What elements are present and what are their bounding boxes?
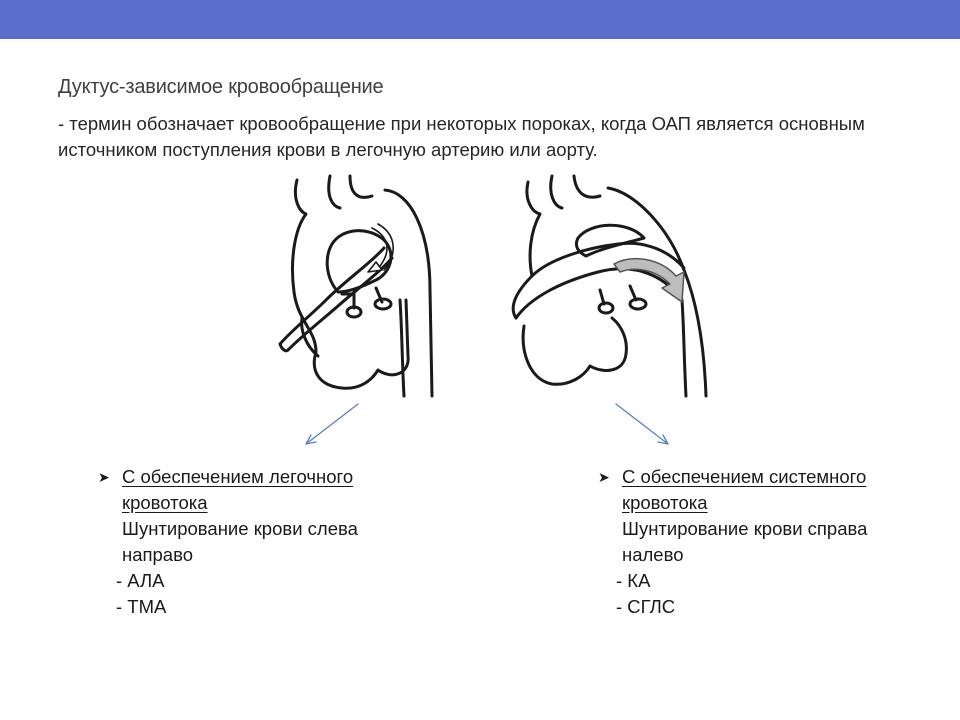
heading-line-2: кровотока (122, 492, 208, 513)
heading-line-1: С обеспечением системного (622, 466, 867, 487)
heart-right-illustration (513, 176, 706, 396)
shunt-description-line-1: Шунтирование крови слева (122, 518, 358, 539)
systemic-flow-column (598, 464, 928, 620)
arrowhead-bullet-icon: ➤ (98, 469, 110, 485)
shunt-description-line-2: налево (622, 544, 684, 565)
pulmonary-flow-heading (98, 464, 418, 490)
heading-line-1: С обеспечением легочного (122, 466, 354, 487)
shunt-description-line-1: Шунтирование крови справа (622, 518, 868, 539)
shunt-description-line-2: направо (122, 544, 194, 565)
heading-line-2: кровотока (622, 492, 708, 513)
list-item: - КА (616, 570, 651, 591)
slide-title: Дуктус-зависимое кровообращение (58, 76, 384, 98)
pulmonary-flow-column (98, 464, 418, 620)
definition-text: - термин обозначает кровообращение при некоторых пороках, когда ОАП является основным источником поступления крови в легочную артерию или аорту. (58, 113, 865, 160)
arrowhead-bullet-icon: ➤ (598, 469, 610, 485)
heart-left-illustration (280, 176, 432, 396)
pointer-arrow-left (306, 404, 358, 444)
list-item: - АЛА (116, 570, 165, 591)
list-item: - ТМА (116, 596, 167, 617)
systemic-flow-heading (598, 464, 928, 490)
list-item: - СГЛС (616, 596, 676, 617)
pointer-arrow-right (616, 404, 668, 444)
